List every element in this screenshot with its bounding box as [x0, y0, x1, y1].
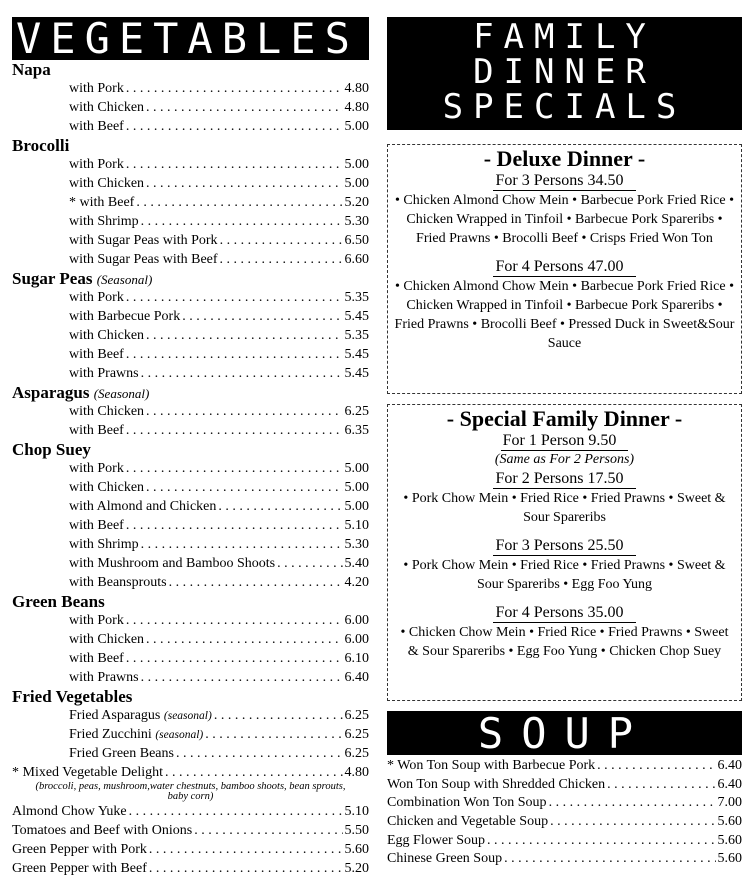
item-name-text: Fried Green Beans [69, 746, 174, 761]
menu-item [12, 763, 369, 782]
item-price: 5.50 [344, 823, 369, 838]
item-name [69, 649, 126, 668]
category-name: Asparagus [12, 383, 90, 402]
category-name: Sugar Peas [12, 269, 93, 288]
leader-dots [126, 516, 343, 535]
item-price: 5.60 [717, 814, 742, 830]
category-heading [12, 269, 369, 288]
vegetables-banner: VEGETABLES [12, 17, 369, 60]
leader-dots [126, 611, 343, 630]
item-name [69, 174, 146, 193]
item-note: (seasonal) [163, 710, 212, 722]
leader-dots [149, 840, 343, 859]
item-price: 6.25 [344, 746, 369, 761]
dinner-option [388, 527, 741, 594]
option-description: • Pork Chow Mein • Fried Rice • Fried Prawns • Sweet & Sour Spareribs • Egg Foo Yung [403, 558, 726, 592]
item-name-text: with Sugar Peas with Beef [69, 252, 218, 267]
item-price: 5.00 [344, 480, 369, 495]
item-name [69, 725, 205, 744]
item-name-text: Almond Chow Yuke [12, 804, 127, 819]
item-price: 5.10 [344, 804, 369, 819]
leader-dots [126, 117, 343, 136]
menu-item [12, 744, 369, 763]
leader-dots [194, 821, 342, 840]
leader-dots [146, 326, 342, 345]
seasonal-note: (Seasonal) [96, 272, 153, 287]
item-name-text: * Won Ton Soup with Barbecue Pork [387, 758, 596, 773]
item-price: 5.35 [344, 290, 369, 305]
menu-item [12, 79, 369, 98]
item-name-text: with Pork [69, 157, 124, 172]
leader-dots [136, 193, 342, 212]
leader-dots [549, 794, 716, 813]
banner-line: DINNER [473, 52, 656, 92]
item-name [12, 763, 165, 782]
menu-item [387, 794, 742, 813]
menu-item [12, 117, 369, 136]
leader-dots [126, 459, 343, 478]
menu-item [12, 725, 369, 744]
item-price: 6.40 [717, 758, 742, 773]
menu-item [12, 802, 369, 821]
item-name [387, 757, 597, 776]
leader-dots [220, 231, 343, 250]
leader-dots [218, 497, 342, 516]
option-label: For 1 Person 9.50 [501, 432, 629, 451]
item-name [69, 611, 126, 630]
item-name-text: with Pork [69, 461, 124, 476]
menu-item [387, 850, 742, 869]
item-price: 5.00 [344, 176, 369, 191]
item-name-text: Egg Flower Soup [387, 832, 485, 848]
deluxe-dinner-box [387, 144, 742, 394]
item-name-text: with Almond and Chicken [69, 499, 217, 514]
item-price: 5.00 [344, 499, 369, 514]
menu-item [12, 535, 369, 554]
item-name-text: with Shrimp [69, 214, 139, 229]
item-name-text: with Pork [69, 613, 124, 628]
item-name-text: Fried Zucchini [69, 727, 152, 742]
category-name: Fried Vegetables [12, 687, 133, 706]
item-name [69, 117, 126, 136]
menu-item [12, 364, 369, 383]
item-name-text: with Barbecue Pork [69, 309, 181, 324]
item-name [387, 832, 487, 851]
item-name-text: with Beef [69, 423, 124, 438]
option-label: For 4 Persons 47.00 [493, 258, 635, 277]
leader-dots [141, 668, 343, 687]
dinner-option [388, 248, 741, 353]
category-name: Chop Suey [12, 440, 91, 459]
dinner-option [388, 594, 741, 661]
item-price: 5.60 [344, 842, 369, 857]
item-price: 6.40 [344, 670, 369, 685]
family-dinner-banner [387, 17, 742, 130]
category-name: Napa [12, 60, 51, 79]
item-name [69, 326, 146, 345]
item-name-text: with Mushroom and Bamboo Shoots [69, 556, 276, 571]
menu-item [12, 326, 369, 345]
menu-item [12, 212, 369, 231]
item-name-text: with Chicken [69, 328, 145, 343]
item-price: 6.40 [717, 776, 742, 792]
leader-dots [126, 649, 343, 668]
item-name [69, 79, 126, 98]
seasonal-note: (Seasonal) [93, 386, 150, 401]
leader-dots [146, 98, 342, 117]
menu-item [12, 288, 369, 307]
leader-dots [504, 850, 715, 869]
item-name [69, 98, 146, 117]
menu-item [12, 706, 369, 725]
item-name [387, 776, 607, 795]
menu-item [12, 821, 369, 840]
item-price: 5.20 [344, 861, 369, 876]
item-name [69, 421, 126, 440]
dinner-option [388, 171, 741, 248]
leader-dots [146, 630, 342, 649]
item-name-text: with Beef [69, 119, 124, 134]
item-name [69, 364, 141, 383]
item-name-text: with Beef [69, 347, 124, 362]
item-name [69, 744, 176, 763]
leader-dots [146, 478, 342, 497]
menu-item [12, 611, 369, 630]
item-name-text: with Pork [69, 81, 124, 96]
vegetables-section [12, 14, 369, 878]
item-price: 6.60 [344, 252, 369, 267]
item-price: 4.20 [344, 575, 369, 590]
option-note: (Same as For 2 Persons) [494, 452, 635, 467]
item-name-text: Chinese Green Soup [387, 851, 503, 867]
soup-banner: SOUP [387, 711, 742, 755]
item-name [69, 535, 141, 554]
menu-item [12, 478, 369, 497]
item-name [69, 706, 214, 725]
menu-item [12, 840, 369, 859]
item-name [69, 155, 126, 174]
menu-item [12, 402, 369, 421]
item-name [69, 212, 141, 231]
leader-dots [169, 573, 343, 592]
leader-dots [141, 535, 343, 554]
leader-dots [277, 554, 342, 573]
item-name-text: with Shrimp [69, 537, 139, 552]
menu-item [12, 554, 369, 573]
leader-dots [205, 725, 342, 744]
item-name-text: Combination Won Ton Soup [387, 795, 547, 811]
item-price: 4.80 [344, 100, 369, 115]
menu-item [12, 516, 369, 535]
item-price: 5.60 [717, 851, 742, 867]
leader-dots [126, 345, 343, 364]
vegetables-list [12, 60, 369, 878]
item-name [387, 813, 550, 832]
menu-item [12, 307, 369, 326]
menu-item [12, 649, 369, 668]
item-name [69, 630, 146, 649]
item-price: 5.45 [344, 366, 369, 381]
item-name-text: Fried Asparagus [69, 708, 161, 723]
item-name [69, 497, 218, 516]
option-description: • Chicken Chow Mein • Fried Rice • Fried Prawns • Sweet & Sour Spareribs • Egg Foo Yung • Chicken Chop Suey [400, 625, 729, 659]
item-name-text: Chicken and Vegetable Soup [387, 814, 549, 830]
category-heading [12, 383, 369, 402]
item-name-text: with Sugar Peas with Pork [69, 233, 218, 248]
option-description: • Chicken Almond Chow Mein • Barbecue Pork Fried Rice • Chicken Wrapped in Tinfoil • Barbecue Pork Spareribs • Fried Prawns • Brocolli Beef • Pressed Duck in Sweet&Sour Sauce [394, 279, 735, 351]
item-price: 5.20 [344, 195, 369, 210]
family-section [387, 17, 742, 869]
item-name [69, 573, 169, 592]
leader-dots [214, 706, 343, 725]
menu-item [12, 231, 369, 250]
menu-item [387, 832, 742, 851]
item-name [69, 307, 182, 326]
category-heading [12, 440, 369, 459]
menu-item [12, 250, 369, 269]
category-heading [12, 136, 369, 155]
item-price: 5.00 [344, 119, 369, 134]
item-name-text: with Pork [69, 290, 124, 305]
item-price: 5.00 [344, 157, 369, 172]
special-family-dinner-box [387, 404, 742, 701]
item-name-text: with Prawns [69, 670, 139, 685]
menu-item [12, 421, 369, 440]
item-price: 5.60 [717, 832, 742, 848]
option-label: For 4 Persons 35.00 [493, 604, 635, 623]
deluxe-options [388, 171, 741, 353]
item-name-text: * with Beef [69, 195, 135, 210]
item-price: 5.10 [344, 518, 369, 533]
item-price: 5.30 [344, 214, 369, 229]
item-name [387, 850, 504, 869]
item-price: 6.25 [344, 708, 369, 723]
item-name [69, 231, 220, 250]
item-name [387, 794, 549, 813]
item-name-text: Green Pepper with Pork [12, 842, 147, 857]
item-name-text: * Mixed Vegetable Delight [12, 765, 163, 780]
leader-dots [165, 763, 343, 782]
item-name [69, 402, 146, 421]
item-name [69, 193, 136, 212]
option-label: For 2 Persons 17.50 [493, 470, 635, 489]
leader-dots [141, 212, 343, 231]
menu-item [12, 98, 369, 117]
item-name [69, 250, 220, 269]
item-price: 4.80 [344, 81, 369, 96]
leader-dots [126, 155, 343, 174]
leader-dots [176, 744, 343, 763]
leader-dots [597, 757, 715, 776]
item-name [69, 288, 126, 307]
item-price: 5.45 [344, 347, 369, 362]
banner-line: FAMILY [473, 17, 656, 57]
category-name: Brocolli [12, 136, 70, 155]
item-name-text: with Beef [69, 518, 124, 533]
item-name-text: with Chicken [69, 632, 145, 647]
deluxe-dinner-title: - Deluxe Dinner - [483, 146, 646, 171]
item-name-text: Tomatoes and Beef with Onions [12, 823, 193, 838]
item-price: 6.25 [344, 404, 369, 419]
item-price: 5.40 [344, 556, 369, 571]
item-price: 6.10 [344, 651, 369, 666]
soup-list [387, 757, 742, 869]
leader-dots [146, 174, 342, 193]
menu-item [387, 757, 742, 776]
item-price: 6.50 [344, 233, 369, 248]
menu-item [12, 155, 369, 174]
item-price: 7.00 [717, 795, 742, 811]
dinner-option [388, 469, 741, 527]
menu-item [12, 573, 369, 592]
menu-item [387, 776, 742, 795]
item-price: 6.35 [344, 423, 369, 438]
leader-dots [126, 79, 343, 98]
item-name-text: with Chicken [69, 100, 145, 115]
item-price: 6.25 [344, 727, 369, 742]
item-name-text: with Chicken [69, 176, 145, 191]
option-label: For 3 Persons 25.50 [493, 537, 635, 556]
item-name-text: with Prawns [69, 366, 139, 381]
leader-dots [487, 832, 716, 851]
item-name [69, 668, 141, 687]
item-name-text: Won Ton Soup with Shredded Chicken [387, 776, 606, 792]
leader-dots [220, 250, 343, 269]
item-note: (seasonal) [155, 729, 204, 741]
option-description: • Chicken Almond Chow Mein • Barbecue Pork Fried Rice • Chicken Wrapped in Tinfoil • Barbecue Pork Spareribs • Fried Prawns • Brocolli Beef • Crisps Fried Won Ton [395, 193, 734, 246]
item-name-text: with Beansprouts [69, 575, 167, 590]
menu-item [12, 345, 369, 364]
item-price: 6.00 [344, 613, 369, 628]
item-price: 4.80 [344, 765, 369, 780]
leader-dots [126, 288, 343, 307]
leader-dots [141, 364, 343, 383]
menu-item [12, 859, 369, 878]
option-description: • Pork Chow Mein • Fried Rice • Fried Prawns • Sweet & Sour Spareribs [403, 491, 726, 525]
item-price: 5.30 [344, 537, 369, 552]
option-label: For 3 Persons 34.50 [493, 172, 635, 191]
menu-item [12, 668, 369, 687]
item-name [12, 802, 129, 821]
menu-item [12, 193, 369, 212]
special-options [388, 431, 741, 661]
item-name [69, 345, 126, 364]
item-name [69, 459, 126, 478]
item-price: 5.35 [344, 328, 369, 343]
special-family-dinner-title: - Special Family Dinner - [446, 406, 683, 431]
leader-dots [146, 402, 342, 421]
leader-dots [149, 859, 343, 878]
item-name-text: Green Pepper with Beef [12, 861, 147, 876]
dinner-option [388, 431, 741, 469]
leader-dots [550, 813, 715, 832]
leader-dots [607, 776, 715, 795]
menu-item [387, 813, 742, 832]
menu-item [12, 459, 369, 478]
item-name [69, 554, 277, 573]
category-name: Green Beans [12, 592, 105, 611]
leader-dots [182, 307, 342, 326]
item-price: 6.00 [344, 632, 369, 647]
item-name [69, 516, 126, 535]
menu-item [12, 174, 369, 193]
banner-line: SPECIALS [442, 87, 687, 127]
menu-item [12, 630, 369, 649]
item-name-text: with Chicken [69, 404, 145, 419]
item-name [12, 859, 149, 878]
category-heading [12, 592, 369, 611]
leader-dots [126, 421, 343, 440]
menu-item [12, 497, 369, 516]
item-name-text: with Beef [69, 651, 124, 666]
item-price: 5.45 [344, 309, 369, 324]
item-name-text: with Chicken [69, 480, 145, 495]
category-heading [12, 687, 369, 706]
item-price: 5.00 [344, 461, 369, 476]
item-name [12, 821, 194, 840]
item-name [12, 840, 149, 859]
item-name [69, 478, 146, 497]
leader-dots [129, 802, 343, 821]
mixed-vegetable-note: (broccoli, peas, mushroom,water chestnuts, bamboo shoots, bean sprouts, baby corn) [35, 781, 346, 802]
